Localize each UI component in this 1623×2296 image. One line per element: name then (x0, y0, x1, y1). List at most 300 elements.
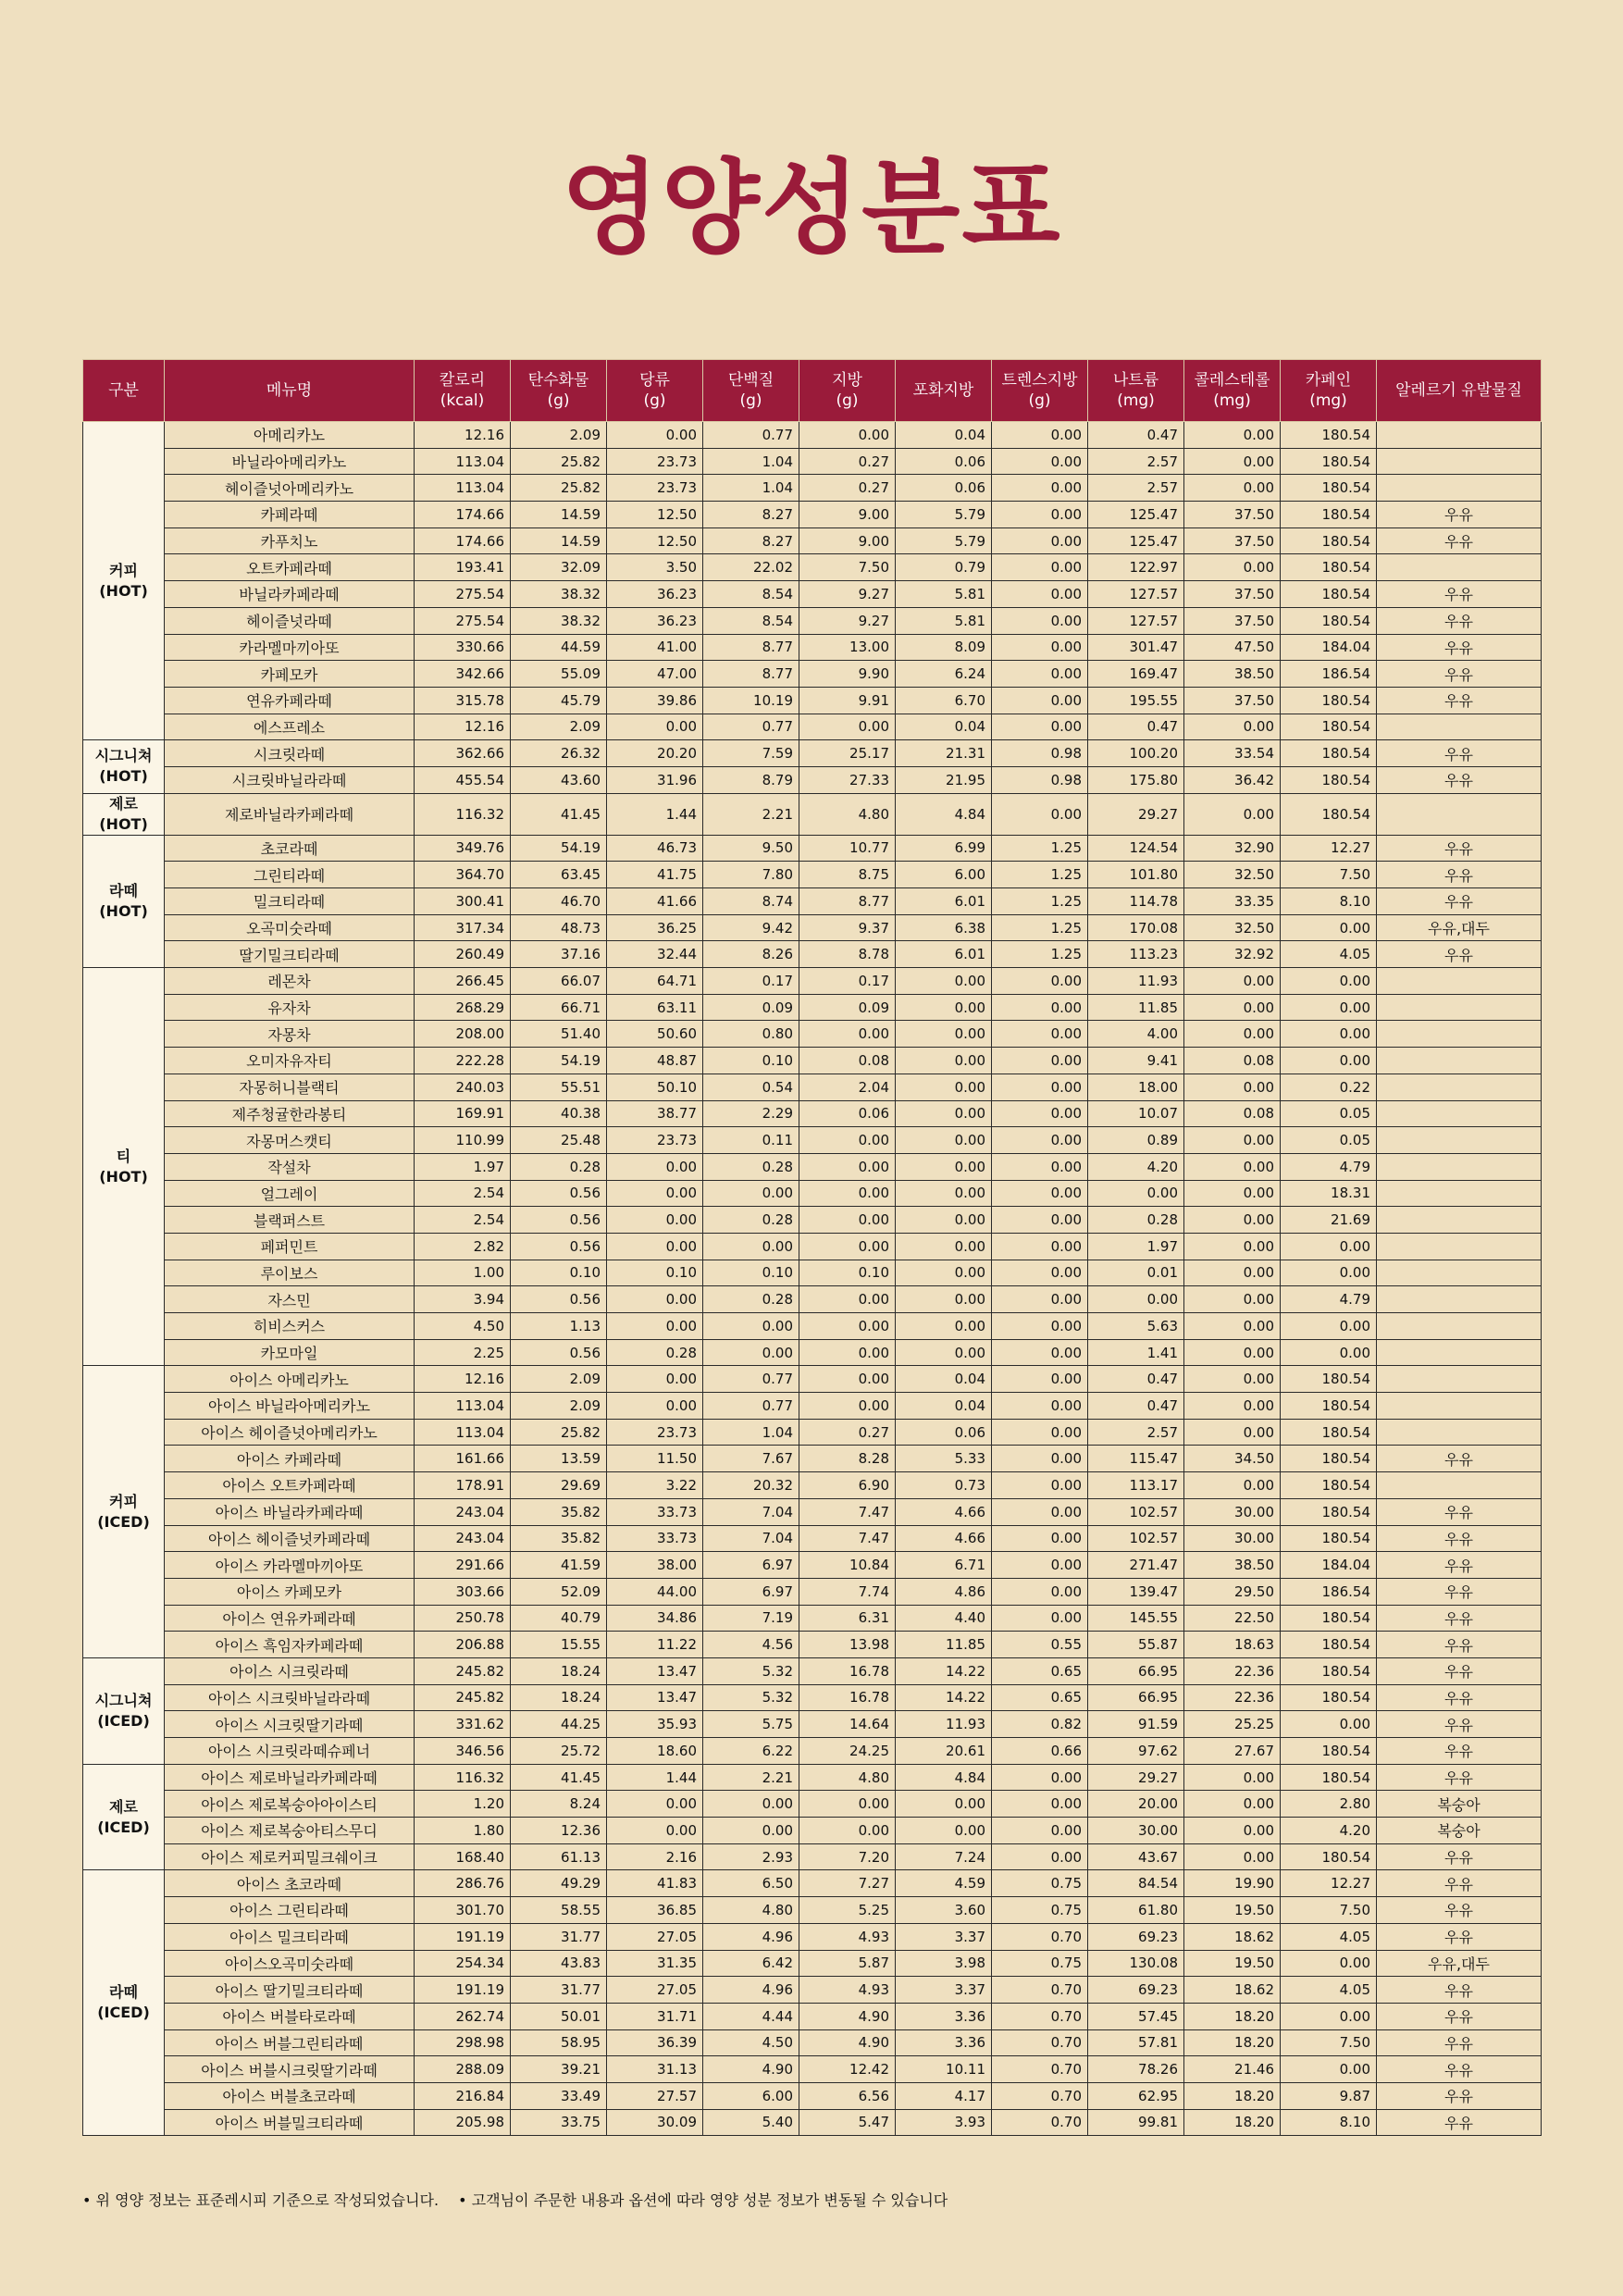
nutrient-value-cell: 22.36 (1184, 1657, 1281, 1684)
page-title: 영양성분표 (561, 149, 1062, 267)
nutrient-value-cell: 63.11 (607, 994, 703, 1021)
nutrient-value-cell: 58.55 (511, 1897, 607, 1924)
nutrient-value-cell: 66.95 (1088, 1684, 1184, 1711)
column-header-unit: (mg) (1213, 391, 1251, 410)
nutrient-value-cell: 38.50 (1184, 1552, 1281, 1579)
menu-name-cell: 유자차 (165, 994, 415, 1021)
nutrient-value-cell: 0.06 (896, 1419, 992, 1446)
menu-name-cell: 카모마일 (165, 1339, 415, 1366)
table-row (83, 740, 1542, 767)
allergen-cell: 우유 (1377, 1977, 1542, 2004)
nutrient-value-cell: 18.20 (1184, 2003, 1281, 2029)
nutrient-value-cell: 0.77 (703, 714, 799, 740)
nutrient-value-cell: 184.04 (1281, 1552, 1377, 1579)
nutrient-value-cell: 0.00 (1184, 1313, 1281, 1340)
category-name: 시그니쳐 (94, 1691, 153, 1709)
nutrient-value-cell: 0.00 (992, 448, 1088, 475)
nutrient-value-cell: 0.00 (992, 687, 1088, 714)
nutrient-value-cell: 8.10 (1281, 2109, 1377, 2136)
nutrient-value-cell: 44.59 (511, 634, 607, 661)
table-row (83, 1632, 1542, 1658)
nutrient-value-cell: 180.54 (1281, 554, 1377, 581)
table-row (83, 448, 1542, 475)
nutrient-value-cell: 25.82 (511, 475, 607, 502)
nutrient-value-cell: 10.07 (1088, 1100, 1184, 1127)
nutrient-value-cell: 8.74 (703, 888, 799, 915)
column-header (1184, 360, 1281, 422)
nutrient-value-cell: 275.54 (415, 581, 511, 608)
nutrient-value-cell: 0.09 (703, 994, 799, 1021)
allergen-cell: 우유 (1377, 1684, 1542, 1711)
nutrient-value-cell: 20.20 (607, 740, 703, 767)
table-row (83, 1977, 1542, 2004)
table-row (83, 1100, 1542, 1127)
nutrient-value-cell: 0.00 (1088, 1286, 1184, 1313)
nutrient-value-cell: 0.00 (607, 1818, 703, 1844)
nutrient-value-cell: 36.23 (607, 581, 703, 608)
nutrient-value-cell: 0.00 (1184, 1074, 1281, 1100)
nutrient-value-cell: 24.25 (799, 1738, 896, 1765)
nutrient-value-cell: 19.90 (1184, 1870, 1281, 1897)
nutrient-value-cell: 0.00 (992, 968, 1088, 995)
nutrient-value-cell: 46.70 (511, 888, 607, 915)
nutrient-value-cell: 19.50 (1184, 1950, 1281, 1977)
nutrient-value-cell: 113.04 (415, 448, 511, 475)
menu-name-cell: 아이스 제로복숭아아이스티 (165, 1791, 415, 1818)
allergen-cell: 우유 (1377, 1711, 1542, 1738)
nutrient-value-cell: 33.54 (1184, 740, 1281, 767)
nutrient-value-cell: 216.84 (415, 2082, 511, 2109)
nutrient-value-cell: 0.00 (703, 1180, 799, 1207)
nutrient-value-cell: 2.21 (703, 1764, 799, 1791)
allergen-cell: 우유 (1377, 2029, 1542, 2056)
nutrient-value-cell: 161.66 (415, 1446, 511, 1472)
nutrient-value-cell: 101.80 (1088, 862, 1184, 888)
nutrient-value-cell: 8.10 (1281, 888, 1377, 915)
nutrient-value-cell: 0.00 (992, 1313, 1088, 1340)
allergen-cell (1377, 714, 1542, 740)
nutrient-value-cell: 260.49 (415, 941, 511, 968)
nutrient-value-cell: 0.00 (607, 1207, 703, 1234)
nutrient-value-cell: 113.04 (415, 475, 511, 502)
nutrient-value-cell: 0.00 (992, 1127, 1088, 1154)
nutrient-value-cell: 0.00 (607, 1286, 703, 1313)
nutrient-value-cell: 349.76 (415, 835, 511, 862)
nutrient-value-cell: 52.09 (511, 1578, 607, 1605)
nutrient-value-cell: 26.32 (511, 740, 607, 767)
nutrient-value-cell: 0.10 (799, 1260, 896, 1286)
nutrient-value-cell: 0.00 (799, 1286, 896, 1313)
nutrient-value-cell: 180.54 (1281, 1525, 1377, 1552)
nutrient-value-cell: 0.70 (992, 2109, 1088, 2136)
nutrient-value-cell: 9.41 (1088, 1048, 1184, 1074)
nutrient-value-cell: 180.54 (1281, 1684, 1377, 1711)
nutrient-value-cell: 180.54 (1281, 1738, 1377, 1765)
nutrient-value-cell: 37.16 (511, 941, 607, 968)
menu-name-cell: 그린티라떼 (165, 862, 415, 888)
menu-name-cell: 아이스 버블그린티라떼 (165, 2029, 415, 2056)
table-row (83, 793, 1542, 835)
nutrient-value-cell: 10.11 (896, 2056, 992, 2083)
nutrient-value-cell: 0.00 (1184, 1818, 1281, 1844)
nutrient-value-cell: 180.54 (1281, 422, 1377, 449)
table-row (83, 1207, 1542, 1234)
category-temperature: (HOT) (99, 1167, 148, 1185)
nutrient-value-cell: 180.54 (1281, 475, 1377, 502)
nutrient-value-cell: 1.13 (511, 1313, 607, 1340)
nutrient-value-cell: 36.85 (607, 1897, 703, 1924)
allergen-cell: 우유 (1377, 687, 1542, 714)
menu-name-cell: 아이스 제로복숭아티스무디 (165, 1818, 415, 1844)
nutrient-value-cell: 0.00 (1281, 2003, 1377, 2029)
category-temperature: (ICED) (97, 1818, 150, 1836)
nutrient-value-cell: 36.25 (607, 914, 703, 941)
nutrient-value-cell: 0.00 (896, 1074, 992, 1100)
menu-name-cell: 오곡미숫라떼 (165, 914, 415, 941)
nutrient-value-cell: 66.95 (1088, 1657, 1184, 1684)
nutrient-value-cell: 122.97 (1088, 554, 1184, 581)
nutrient-value-cell: 5.32 (703, 1657, 799, 1684)
nutrient-value-cell: 0.00 (607, 1233, 703, 1260)
nutrient-value-cell: 25.25 (1184, 1711, 1281, 1738)
nutrient-value-cell: 0.00 (1281, 1339, 1377, 1366)
column-header (1281, 360, 1377, 422)
nutrient-value-cell: 2.54 (415, 1207, 511, 1234)
nutrient-value-cell: 0.00 (799, 1207, 896, 1234)
nutrient-value-cell: 4.59 (896, 1870, 992, 1897)
nutrient-value-cell: 69.23 (1088, 1977, 1184, 2004)
allergen-cell: 우유 (1377, 2056, 1542, 2083)
allergen-cell: 우유 (1377, 1923, 1542, 1950)
nutrient-value-cell: 6.31 (799, 1605, 896, 1632)
column-header-label: 구분 (108, 381, 139, 400)
nutrient-value-cell: 0.00 (992, 1498, 1088, 1525)
nutrient-value-cell: 4.80 (799, 793, 896, 835)
allergen-cell (1377, 1127, 1542, 1154)
category-cell (83, 1366, 165, 1658)
nutrient-value-cell: 0.28 (703, 1207, 799, 1234)
nutrient-value-cell: 20.00 (1088, 1791, 1184, 1818)
allergen-cell (1377, 1419, 1542, 1446)
nutrient-value-cell: 1.25 (992, 888, 1088, 915)
nutrient-value-cell: 0.00 (607, 1791, 703, 1818)
menu-name-cell: 아이스 헤이즐넛아메리카노 (165, 1419, 415, 1446)
nutrient-value-cell: 12.50 (607, 502, 703, 528)
nutrient-value-cell: 11.93 (896, 1711, 992, 1738)
nutrient-value-cell: 13.47 (607, 1657, 703, 1684)
nutrient-value-cell: 1.25 (992, 914, 1088, 941)
nutrient-value-cell: 0.00 (992, 1525, 1088, 1552)
nutrient-value-cell: 2.29 (703, 1100, 799, 1127)
menu-name-cell: 아이스 바닐라아메리카노 (165, 1393, 415, 1420)
footnote-recipe-basis: • 위 영양 정보는 표준레시피 기준으로 작성되었습니다. (82, 2191, 440, 2209)
nutrient-value-cell: 115.47 (1088, 1446, 1184, 1472)
column-header-unit: (g) (643, 391, 666, 410)
column-header-unit: (mg) (1117, 391, 1155, 410)
nutrient-value-cell: 12.50 (607, 527, 703, 554)
nutrient-value-cell: 180.54 (1281, 1657, 1377, 1684)
allergen-cell: 우유 (1377, 502, 1542, 528)
column-header (415, 360, 511, 422)
menu-name-cell: 아이스 시크릿라떼 (165, 1657, 415, 1684)
nutrient-value-cell: 8.54 (703, 607, 799, 634)
nutrient-value-cell: 63.45 (511, 862, 607, 888)
nutrient-value-cell: 7.27 (799, 1870, 896, 1897)
nutrient-value-cell: 0.70 (992, 2082, 1088, 2109)
nutrient-value-cell: 0.79 (896, 554, 992, 581)
nutrient-value-cell: 34.50 (1184, 1446, 1281, 1472)
nutrient-value-cell: 3.50 (607, 554, 703, 581)
nutrient-value-cell: 21.95 (896, 766, 992, 793)
table-row (83, 766, 1542, 793)
nutrient-value-cell: 0.00 (992, 994, 1088, 1021)
nutrient-value-cell: 0.77 (703, 422, 799, 449)
nutrient-value-cell: 0.00 (607, 1393, 703, 1420)
nutrient-value-cell: 0.10 (511, 1260, 607, 1286)
nutrient-value-cell: 0.77 (703, 1366, 799, 1393)
nutrient-value-cell: 0.55 (992, 1632, 1088, 1658)
nutrient-value-cell: 78.26 (1088, 2056, 1184, 2083)
nutrient-value-cell: 14.22 (896, 1657, 992, 1684)
table-row (83, 1711, 1542, 1738)
nutrient-value-cell: 288.09 (415, 2056, 511, 2083)
nutrient-value-cell: 12.27 (1281, 1870, 1377, 1897)
nutrient-value-cell: 303.66 (415, 1578, 511, 1605)
allergen-cell: 우유,대두 (1377, 914, 1542, 941)
category-cell (83, 793, 165, 835)
nutrient-value-cell: 0.00 (992, 1552, 1088, 1579)
nutrient-value-cell: 114.78 (1088, 888, 1184, 915)
nutrient-value-cell: 0.00 (703, 1233, 799, 1260)
nutrient-value-cell: 12.27 (1281, 835, 1377, 862)
nutrient-value-cell: 180.54 (1281, 793, 1377, 835)
nutrient-value-cell: 1.44 (607, 1764, 703, 1791)
nutrient-value-cell: 113.04 (415, 1419, 511, 1446)
nutrient-value-cell: 47.00 (607, 661, 703, 688)
nutrient-value-cell: 0.56 (511, 1339, 607, 1366)
nutrient-value-cell: 0.00 (992, 1048, 1088, 1074)
allergen-cell: 우유 (1377, 888, 1542, 915)
nutrient-value-cell: 97.62 (1088, 1738, 1184, 1765)
nutrient-value-cell: 0.05 (1281, 1100, 1377, 1127)
nutrient-value-cell: 11.85 (896, 1632, 992, 1658)
nutrient-value-cell: 15.55 (511, 1632, 607, 1658)
nutrient-value-cell: 84.54 (1088, 1870, 1184, 1897)
nutrient-value-cell: 31.96 (607, 766, 703, 793)
nutrient-value-cell: 0.00 (607, 422, 703, 449)
menu-name-cell: 아이스 초코라떼 (165, 1870, 415, 1897)
nutrient-value-cell: 41.45 (511, 1764, 607, 1791)
nutrient-value-cell: 13.00 (799, 634, 896, 661)
nutrient-value-cell: 0.00 (1281, 1313, 1377, 1340)
table-row (83, 1419, 1542, 1446)
allergen-cell (1377, 1260, 1542, 1286)
nutrient-value-cell: 25.82 (511, 1419, 607, 1446)
nutrient-value-cell: 271.47 (1088, 1552, 1184, 1579)
nutrient-value-cell: 23.73 (607, 475, 703, 502)
category-temperature: (HOT) (99, 767, 148, 786)
allergen-cell: 우유 (1377, 941, 1542, 968)
column-header-unit: (g) (739, 391, 762, 410)
nutrient-value-cell: 9.91 (799, 687, 896, 714)
nutrient-value-cell: 11.93 (1088, 968, 1184, 995)
nutrient-value-cell: 4.84 (896, 793, 992, 835)
nutrient-value-cell: 0.00 (1184, 714, 1281, 740)
nutrient-value-cell: 0.00 (992, 1791, 1088, 1818)
table-row (83, 2029, 1542, 2056)
nutrient-value-cell: 19.50 (1184, 1897, 1281, 1924)
allergen-cell: 우유 (1377, 661, 1542, 688)
nutrient-value-cell: 5.33 (896, 1446, 992, 1472)
nutrient-value-cell: 8.27 (703, 527, 799, 554)
allergen-cell: 복숭아 (1377, 1818, 1542, 1844)
allergen-cell (1377, 475, 1542, 502)
nutrient-value-cell: 0.00 (1184, 994, 1281, 1021)
nutrient-value-cell: 27.33 (799, 766, 896, 793)
nutrient-value-cell: 31.35 (607, 1950, 703, 1977)
nutrient-value-cell: 455.54 (415, 766, 511, 793)
table-row (83, 422, 1542, 449)
nutrient-value-cell: 7.74 (799, 1578, 896, 1605)
table-row (83, 1127, 1542, 1154)
table-row (83, 2082, 1542, 2109)
menu-name-cell: 아이스 그린티라떼 (165, 1897, 415, 1924)
nutrient-value-cell: 4.20 (1281, 1818, 1377, 1844)
category-cell (83, 835, 165, 967)
nutrient-value-cell: 0.00 (992, 634, 1088, 661)
nutrient-value-cell: 170.08 (1088, 914, 1184, 941)
nutrient-value-cell: 3.60 (896, 1897, 992, 1924)
nutrient-value-cell: 0.00 (799, 1818, 896, 1844)
nutrient-value-cell: 2.82 (415, 1233, 511, 1260)
nutrient-value-cell: 0.75 (992, 1870, 1088, 1897)
nutrient-value-cell: 125.47 (1088, 502, 1184, 528)
nutrient-value-cell: 2.09 (511, 1366, 607, 1393)
allergen-cell (1377, 448, 1542, 475)
nutrient-value-cell: 48.87 (607, 1048, 703, 1074)
nutrient-value-cell: 0.75 (992, 1897, 1088, 1924)
nutrient-value-cell: 11.85 (1088, 994, 1184, 1021)
nutrient-value-cell: 99.81 (1088, 2109, 1184, 2136)
menu-name-cell: 카페모카 (165, 661, 415, 688)
nutrient-value-cell: 11.50 (607, 1446, 703, 1472)
menu-name-cell: 자몽허니블랙티 (165, 1074, 415, 1100)
nutrient-value-cell: 124.54 (1088, 835, 1184, 862)
table-row (83, 1366, 1542, 1393)
nutrient-value-cell: 0.00 (607, 1313, 703, 1340)
nutrient-value-cell: 180.54 (1281, 1366, 1377, 1393)
menu-name-cell: 블랙퍼스트 (165, 1207, 415, 1234)
nutrient-value-cell: 0.00 (896, 1127, 992, 1154)
nutrient-value-cell: 0.00 (896, 968, 992, 995)
nutrient-value-cell: 8.28 (799, 1446, 896, 1472)
nutrient-value-cell: 7.50 (799, 554, 896, 581)
nutrient-value-cell: 8.26 (703, 941, 799, 968)
table-row (83, 687, 1542, 714)
nutrient-value-cell: 7.24 (896, 1843, 992, 1870)
nutrient-value-cell: 7.04 (703, 1498, 799, 1525)
nutrient-value-cell: 2.16 (607, 1843, 703, 1870)
nutrient-value-cell: 0.00 (992, 1366, 1088, 1393)
table-row (83, 914, 1542, 941)
nutrient-value-cell: 268.29 (415, 994, 511, 1021)
nutrient-value-cell: 0.00 (992, 1818, 1088, 1844)
nutrient-value-cell: 0.04 (896, 714, 992, 740)
nutrient-value-cell: 18.24 (511, 1684, 607, 1711)
menu-name-cell: 아이스 밀크티라떼 (165, 1923, 415, 1950)
nutrient-value-cell: 4.50 (415, 1313, 511, 1340)
column-header (1088, 360, 1184, 422)
nutrient-value-cell: 8.24 (511, 1791, 607, 1818)
allergen-cell (1377, 1100, 1542, 1127)
nutrient-value-cell: 0.00 (1281, 2056, 1377, 2083)
nutrient-value-cell: 35.82 (511, 1498, 607, 1525)
column-header-label: 단백질 (727, 371, 774, 390)
nutrient-value-cell: 0.00 (1184, 968, 1281, 995)
nutrient-value-cell: 43.67 (1088, 1843, 1184, 1870)
nutrient-value-cell: 4.90 (799, 2029, 896, 2056)
nutrient-value-cell: 0.00 (1184, 1286, 1281, 1313)
table-row (83, 1950, 1542, 1977)
nutrient-value-cell: 0.00 (896, 1207, 992, 1234)
nutrient-value-cell: 40.38 (511, 1100, 607, 1127)
nutrient-value-cell: 0.22 (1281, 1074, 1377, 1100)
table-row (83, 1897, 1542, 1924)
nutrient-value-cell: 0.00 (896, 1339, 992, 1366)
nutrient-value-cell: 7.80 (703, 862, 799, 888)
nutrient-value-cell: 20.61 (896, 1738, 992, 1765)
nutrient-value-cell: 23.73 (607, 1127, 703, 1154)
allergen-cell: 우유 (1377, 1632, 1542, 1658)
nutrition-table (82, 359, 1542, 2136)
nutrient-value-cell: 0.47 (1088, 1366, 1184, 1393)
allergen-cell (1377, 994, 1542, 1021)
nutrient-value-cell: 4.17 (896, 2082, 992, 2109)
nutrient-value-cell: 0.00 (1184, 422, 1281, 449)
nutrient-value-cell: 180.54 (1281, 448, 1377, 475)
nutrient-value-cell: 0.00 (992, 607, 1088, 634)
allergen-cell (1377, 1021, 1542, 1048)
nutrient-value-cell: 12.16 (415, 422, 511, 449)
nutrient-value-cell: 330.66 (415, 634, 511, 661)
allergen-cell: 우유 (1377, 862, 1542, 888)
allergen-cell: 우유 (1377, 1446, 1542, 1472)
nutrient-value-cell: 2.57 (1088, 1419, 1184, 1446)
column-header-unit: (g) (836, 391, 859, 410)
nutrient-value-cell: 32.09 (511, 554, 607, 581)
nutrient-value-cell: 0.00 (1281, 1260, 1377, 1286)
nutrient-value-cell: 33.75 (511, 2109, 607, 2136)
allergen-cell: 우유 (1377, 1764, 1542, 1791)
nutrient-value-cell: 0.06 (896, 448, 992, 475)
menu-name-cell: 에스프레소 (165, 714, 415, 740)
nutrient-value-cell: 14.59 (511, 527, 607, 554)
nutrient-value-cell: 27.57 (607, 2082, 703, 2109)
nutrient-value-cell: 1.97 (1088, 1233, 1184, 1260)
nutrient-value-cell: 139.47 (1088, 1578, 1184, 1605)
table-row (83, 968, 1542, 995)
category-cell (83, 422, 165, 740)
nutrient-value-cell: 0.28 (703, 1286, 799, 1313)
nutrient-value-cell: 1.80 (415, 1818, 511, 1844)
nutrient-value-cell: 2.09 (511, 714, 607, 740)
nutrient-value-cell: 5.32 (703, 1684, 799, 1711)
nutrient-value-cell: 57.81 (1088, 2029, 1184, 2056)
nutrient-value-cell: 0.00 (992, 581, 1088, 608)
nutrient-value-cell: 0.01 (1088, 1260, 1184, 1286)
nutrient-value-cell: 0.89 (1088, 1127, 1184, 1154)
category-temperature: (HOT) (99, 901, 148, 920)
